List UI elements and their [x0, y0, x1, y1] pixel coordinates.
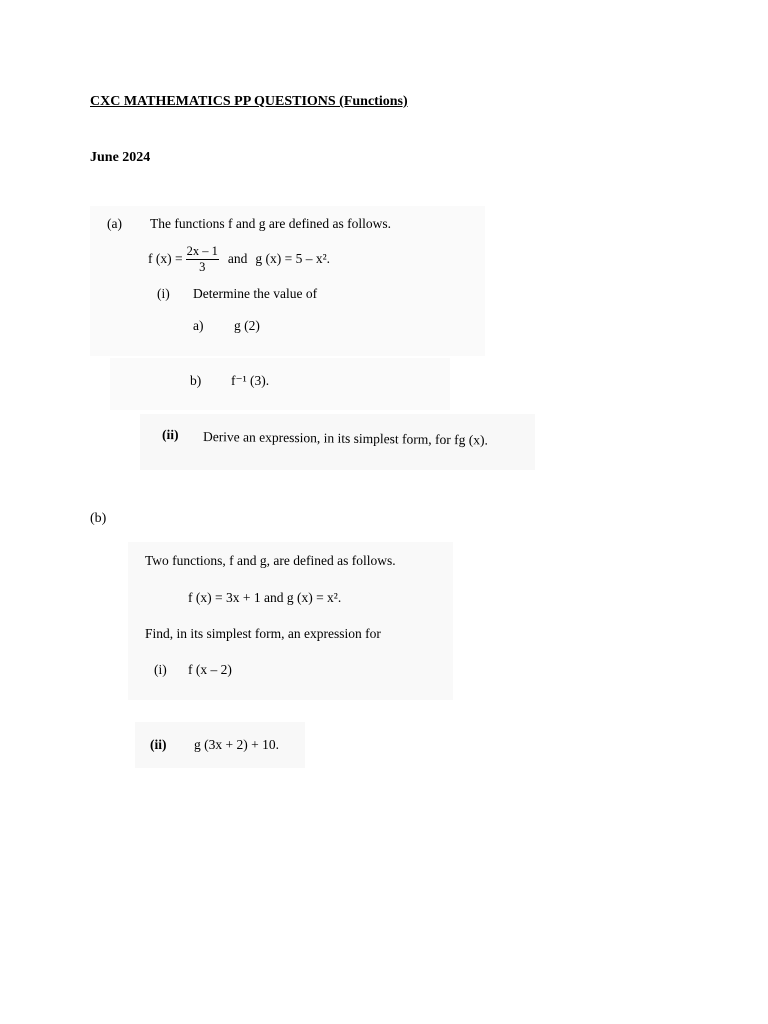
fx-numerator: 2x – 1 [186, 244, 218, 258]
part-a-label: (a) [107, 216, 122, 231]
item-a-label: a) [193, 318, 204, 333]
page-title: CXC MATHEMATICS PP QUESTIONS (Functions) [90, 94, 408, 109]
exam-date: June 2024 [90, 150, 151, 165]
part-a-sub-ii-label: (ii) [161, 427, 179, 443]
fx-denominator: 3 [199, 259, 206, 274]
part-b-sub-ii-text: g (3x + 2) + 10. [194, 737, 279, 752]
and-text: and [227, 251, 248, 266]
part-b-definitions: f (x) = 3x + 1 and g (x) = x². [188, 590, 342, 605]
fx-lhs: f (x) = [148, 251, 183, 266]
part-a-sub-i-text: Determine the value of [193, 286, 318, 301]
part-b-sub-i-text: f (x – 2) [188, 662, 232, 677]
item-a-text: g (2) [234, 318, 260, 333]
scan-excerpt-a-middle [110, 358, 450, 410]
part-b-label: (b) [90, 511, 107, 526]
item-b-label: b) [190, 373, 202, 388]
part-b-find: Find, in its simplest form, an expression for [145, 626, 381, 641]
item-b-text: f⁻¹ (3). [231, 373, 270, 388]
part-b-intro: Two functions, f and g, are defined as follows. [145, 553, 396, 568]
part-b-sub-ii-label: (ii) [150, 737, 167, 752]
part-a-intro: The functions f and g are defined as follows. [150, 216, 392, 231]
fx-fraction [186, 245, 219, 273]
gx-definition: g (x) = 5 – x². [255, 251, 331, 266]
part-a-definitions [148, 245, 330, 273]
part-b-sub-i-label: (i) [154, 662, 167, 677]
part-a-sub-i-label: (i) [157, 286, 170, 301]
part-a-sub-ii-text: Derive an expression, in its simplest form, for fg (x). [202, 429, 489, 448]
